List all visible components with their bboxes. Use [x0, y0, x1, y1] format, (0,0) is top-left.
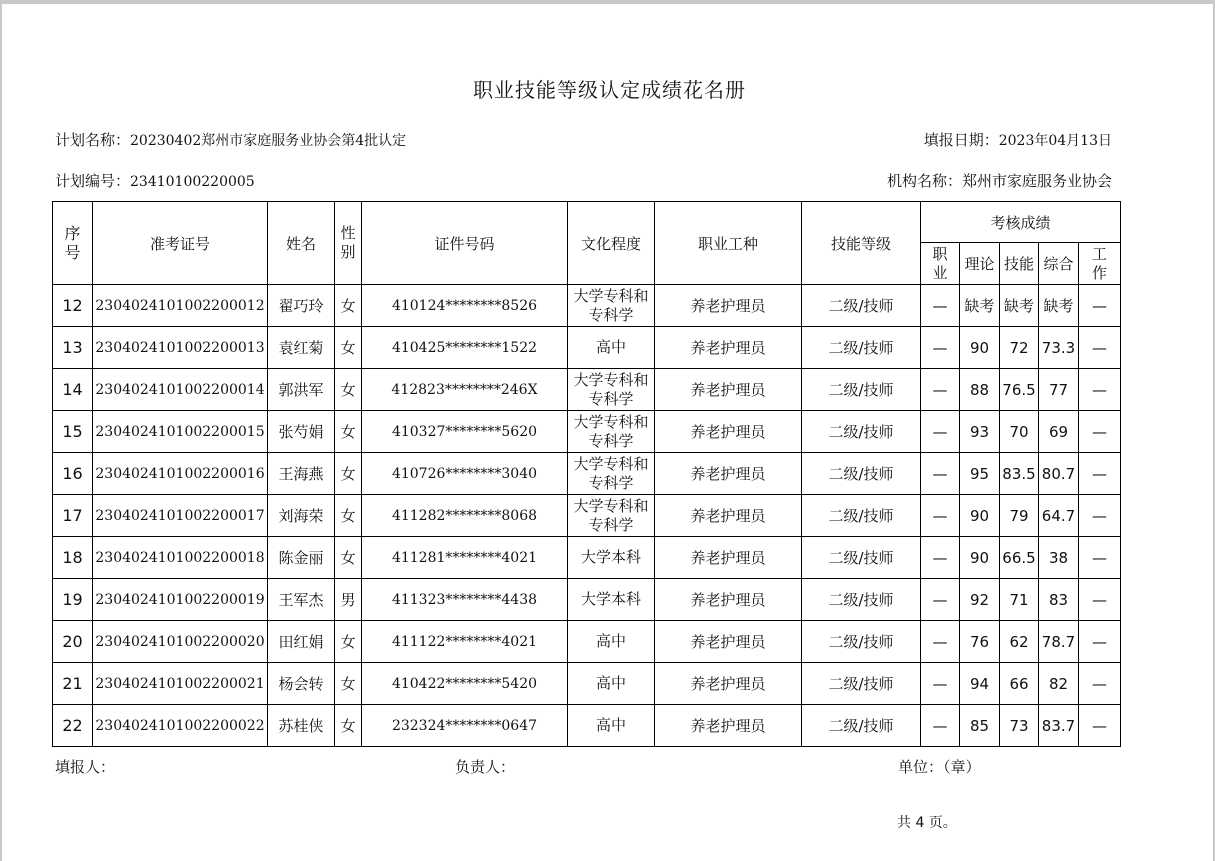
cell-skill: 62: [1000, 621, 1039, 663]
cell-gender: 女: [335, 663, 362, 705]
cell-occupation: 养老护理员: [655, 369, 802, 411]
cell-id-no: 411122********4021: [362, 621, 568, 663]
cell-id-no: 411323********4438: [362, 579, 568, 621]
cell-theory: 95: [960, 453, 1000, 495]
cell-name: 袁红菊: [268, 327, 335, 369]
cell-occupation: 养老护理员: [655, 663, 802, 705]
cell-theory: 88: [960, 369, 1000, 411]
cell-seq: 22: [53, 705, 93, 747]
cell-gender: 女: [335, 537, 362, 579]
cell-total: 73.3: [1039, 327, 1079, 369]
cell-skill: 79: [1000, 495, 1039, 537]
cell-education: 大学本科: [568, 579, 655, 621]
cell-gender: 女: [335, 327, 362, 369]
table-row: [53, 663, 1121, 705]
cell-theory: 缺考: [960, 285, 1000, 327]
cell-theory: 94: [960, 663, 1000, 705]
cell-exam-no: 2304024101002200015: [93, 411, 268, 453]
cell-occupation: 养老护理员: [655, 411, 802, 453]
cell-id-no: 232324********0647: [362, 705, 568, 747]
cell-skill: 72: [1000, 327, 1039, 369]
cell-seq: 17: [53, 495, 93, 537]
cell-work: —: [1079, 663, 1121, 705]
cell-theory: 90: [960, 495, 1000, 537]
cell-level: 二级/技师: [802, 663, 921, 705]
cell-work: —: [1079, 495, 1121, 537]
cell-level: 二级/技师: [802, 621, 921, 663]
cell-name: 王军杰: [268, 579, 335, 621]
table-row: [53, 705, 1121, 747]
cell-prof: —: [921, 453, 960, 495]
cell-occupation: 养老护理员: [655, 495, 802, 537]
plan-no: [55, 170, 255, 191]
fill-date: [924, 129, 1112, 150]
cell-name: 苏桂侠: [268, 705, 335, 747]
cell-id-no: 410425********1522: [362, 327, 568, 369]
cell-exam-no: 2304024101002200014: [93, 369, 268, 411]
cell-exam-no: 2304024101002200022: [93, 705, 268, 747]
table-row: [53, 621, 1121, 663]
cell-prof: —: [921, 369, 960, 411]
cell-work: —: [1079, 327, 1121, 369]
cell-occupation: 养老护理员: [655, 453, 802, 495]
cell-seq: 16: [53, 453, 93, 495]
cell-skill: 66.5: [1000, 537, 1039, 579]
filler-label: 填报人：: [55, 758, 116, 776]
header-theory: 理论: [960, 243, 1000, 285]
cell-level: 二级/技师: [802, 579, 921, 621]
cell-total: 82: [1039, 663, 1079, 705]
cell-prof: —: [921, 621, 960, 663]
cell-skill: 73: [1000, 705, 1039, 747]
cell-work: —: [1079, 411, 1121, 453]
cell-education: 高中: [568, 621, 655, 663]
plan-no-value: 23410100220005: [130, 174, 255, 190]
header-level: 技能等级: [802, 202, 921, 285]
table-row: [53, 411, 1121, 453]
cell-exam-no: 2304024101002200019: [93, 579, 268, 621]
cell-theory: 85: [960, 705, 1000, 747]
cell-total: 78.7: [1039, 621, 1079, 663]
cell-name: 刘海荣: [268, 495, 335, 537]
cell-theory: 90: [960, 537, 1000, 579]
cell-total: 缺考: [1039, 285, 1079, 327]
plan-name: [55, 129, 406, 150]
table-row: [53, 285, 1121, 327]
cell-total: 83.7: [1039, 705, 1079, 747]
plan-name-label: 计划名称：: [55, 131, 131, 149]
cell-total: 38: [1039, 537, 1079, 579]
cell-education: 大学专科和专科学: [568, 411, 655, 453]
cell-work: —: [1079, 369, 1121, 411]
cell-level: 二级/技师: [802, 705, 921, 747]
cell-prof: —: [921, 285, 960, 327]
cell-theory: 92: [960, 579, 1000, 621]
cell-education: 高中: [568, 705, 655, 747]
header-education: 文化程度: [568, 202, 655, 285]
cell-education: 大学专科和专科学: [568, 495, 655, 537]
cell-occupation: 养老护理员: [655, 579, 802, 621]
cell-prof: —: [921, 327, 960, 369]
cell-theory: 76: [960, 621, 1000, 663]
cell-work: —: [1079, 705, 1121, 747]
cell-seq: 18: [53, 537, 93, 579]
org-value: 郑州市家庭服务业协会: [961, 172, 1112, 190]
cell-prof: —: [921, 705, 960, 747]
page-count: 共 4 页。: [897, 815, 957, 831]
header-exam-no: 准考证号: [93, 202, 268, 285]
cell-exam-no: 2304024101002200013: [93, 327, 268, 369]
cell-seq: 21: [53, 663, 93, 705]
score-roster-table: [52, 201, 1121, 747]
roster-body: [53, 285, 1121, 747]
cell-prof: —: [921, 411, 960, 453]
cell-work: —: [1079, 621, 1121, 663]
cell-id-no: 411281********4021: [362, 537, 568, 579]
cell-id-no: 410422********5420: [362, 663, 568, 705]
cell-exam-no: 2304024101002200018: [93, 537, 268, 579]
cell-education: 大学专科和专科学: [568, 453, 655, 495]
cell-prof: —: [921, 663, 960, 705]
cell-name: 张芍娟: [268, 411, 335, 453]
cell-level: 二级/技师: [802, 537, 921, 579]
cell-name: 田红娟: [268, 621, 335, 663]
header-seq: 序号: [53, 202, 93, 285]
header-scores-group: 考核成绩: [921, 202, 1121, 243]
cell-work: —: [1079, 579, 1121, 621]
table-row: [53, 327, 1121, 369]
header-gender: 性别: [335, 202, 362, 285]
cell-level: 二级/技师: [802, 369, 921, 411]
cell-id-no: 411282********8068: [362, 495, 568, 537]
cell-level: 二级/技师: [802, 453, 921, 495]
cell-gender: 女: [335, 285, 362, 327]
cell-seq: 20: [53, 621, 93, 663]
cell-level: 二级/技师: [802, 327, 921, 369]
fill-date-label: 填报日期：: [923, 131, 999, 149]
cell-name: 郭洪军: [268, 369, 335, 411]
header-prof: 职业: [921, 243, 960, 285]
cell-total: 69: [1039, 411, 1079, 453]
cell-occupation: 养老护理员: [655, 705, 802, 747]
cell-id-no: 410726********3040: [362, 453, 568, 495]
cell-total: 80.7: [1039, 453, 1079, 495]
cell-name: 王海燕: [268, 453, 335, 495]
cell-total: 83: [1039, 579, 1079, 621]
cell-skill: 70: [1000, 411, 1039, 453]
cell-occupation: 养老护理员: [655, 621, 802, 663]
cell-skill: 缺考: [1000, 285, 1039, 327]
cell-seq: 15: [53, 411, 93, 453]
cell-id-no: 410327********5620: [362, 411, 568, 453]
cell-gender: 女: [335, 369, 362, 411]
cell-exam-no: 2304024101002200012: [93, 285, 268, 327]
cell-exam-no: 2304024101002200020: [93, 621, 268, 663]
cell-exam-no: 2304024101002200017: [93, 495, 268, 537]
manager-label: 负责人：: [455, 758, 516, 776]
header-work: 工作: [1079, 243, 1121, 285]
cell-education: 大学专科和专科学: [568, 285, 655, 327]
cell-seq: 14: [53, 369, 93, 411]
table-row: [53, 537, 1121, 579]
cell-gender: 女: [335, 705, 362, 747]
page-title: 职业技能等级认定成绩花名册: [473, 78, 746, 102]
header-row: [53, 202, 1121, 243]
cell-id-no: 410124********8526: [362, 285, 568, 327]
header-total: 综合: [1039, 243, 1079, 285]
cell-name: 翟巧玲: [268, 285, 335, 327]
cell-work: —: [1079, 285, 1121, 327]
header-occupation: 职业工种: [655, 202, 802, 285]
cell-work: —: [1079, 453, 1121, 495]
cell-name: 杨会转: [268, 663, 335, 705]
plan-no-label: 计划编号：: [55, 172, 131, 190]
cell-prof: —: [921, 579, 960, 621]
table-row: [53, 579, 1121, 621]
cell-theory: 93: [960, 411, 1000, 453]
cell-gender: 女: [335, 453, 362, 495]
plan-name-value: 20230402郑州市家庭服务业协会第4批认定: [130, 133, 407, 149]
cell-gender: 女: [335, 621, 362, 663]
cell-education: 高中: [568, 327, 655, 369]
cell-exam-no: 2304024101002200016: [93, 453, 268, 495]
cell-skill: 66: [1000, 663, 1039, 705]
cell-seq: 13: [53, 327, 93, 369]
cell-total: 64.7: [1039, 495, 1079, 537]
header-name: 姓名: [268, 202, 335, 285]
cell-seq: 19: [53, 579, 93, 621]
org-label: 机构名称：: [886, 172, 962, 190]
cell-occupation: 养老护理员: [655, 537, 802, 579]
cell-skill: 71: [1000, 579, 1039, 621]
table-row: [53, 453, 1121, 495]
cell-skill: 76.5: [1000, 369, 1039, 411]
header-id-no: 证件号码: [362, 202, 568, 285]
cell-education: 大学专科和专科学: [568, 369, 655, 411]
cell-work: —: [1079, 537, 1121, 579]
cell-level: 二级/技师: [802, 495, 921, 537]
cell-gender: 男: [335, 579, 362, 621]
cell-level: 二级/技师: [802, 411, 921, 453]
cell-name: 陈金丽: [268, 537, 335, 579]
cell-total: 77: [1039, 369, 1079, 411]
cell-id-no: 412823********246X: [362, 369, 568, 411]
cell-skill: 83.5: [1000, 453, 1039, 495]
cell-seq: 12: [53, 285, 93, 327]
cell-gender: 女: [335, 495, 362, 537]
cell-education: 高中: [568, 663, 655, 705]
cell-theory: 90: [960, 327, 1000, 369]
table-row: [53, 369, 1121, 411]
cell-education: 大学本科: [568, 537, 655, 579]
cell-prof: —: [921, 537, 960, 579]
unit-stamp-label: 单位：（章）: [898, 758, 981, 776]
header-skill: 技能: [1000, 243, 1039, 285]
table-row: [53, 495, 1121, 537]
cell-occupation: 养老护理员: [655, 285, 802, 327]
org-name: [887, 170, 1112, 191]
cell-gender: 女: [335, 411, 362, 453]
cell-occupation: 养老护理员: [655, 327, 802, 369]
cell-level: 二级/技师: [802, 285, 921, 327]
cell-exam-no: 2304024101002200021: [93, 663, 268, 705]
fill-date-value: 2023年04月13日: [998, 133, 1112, 149]
cell-prof: —: [921, 495, 960, 537]
